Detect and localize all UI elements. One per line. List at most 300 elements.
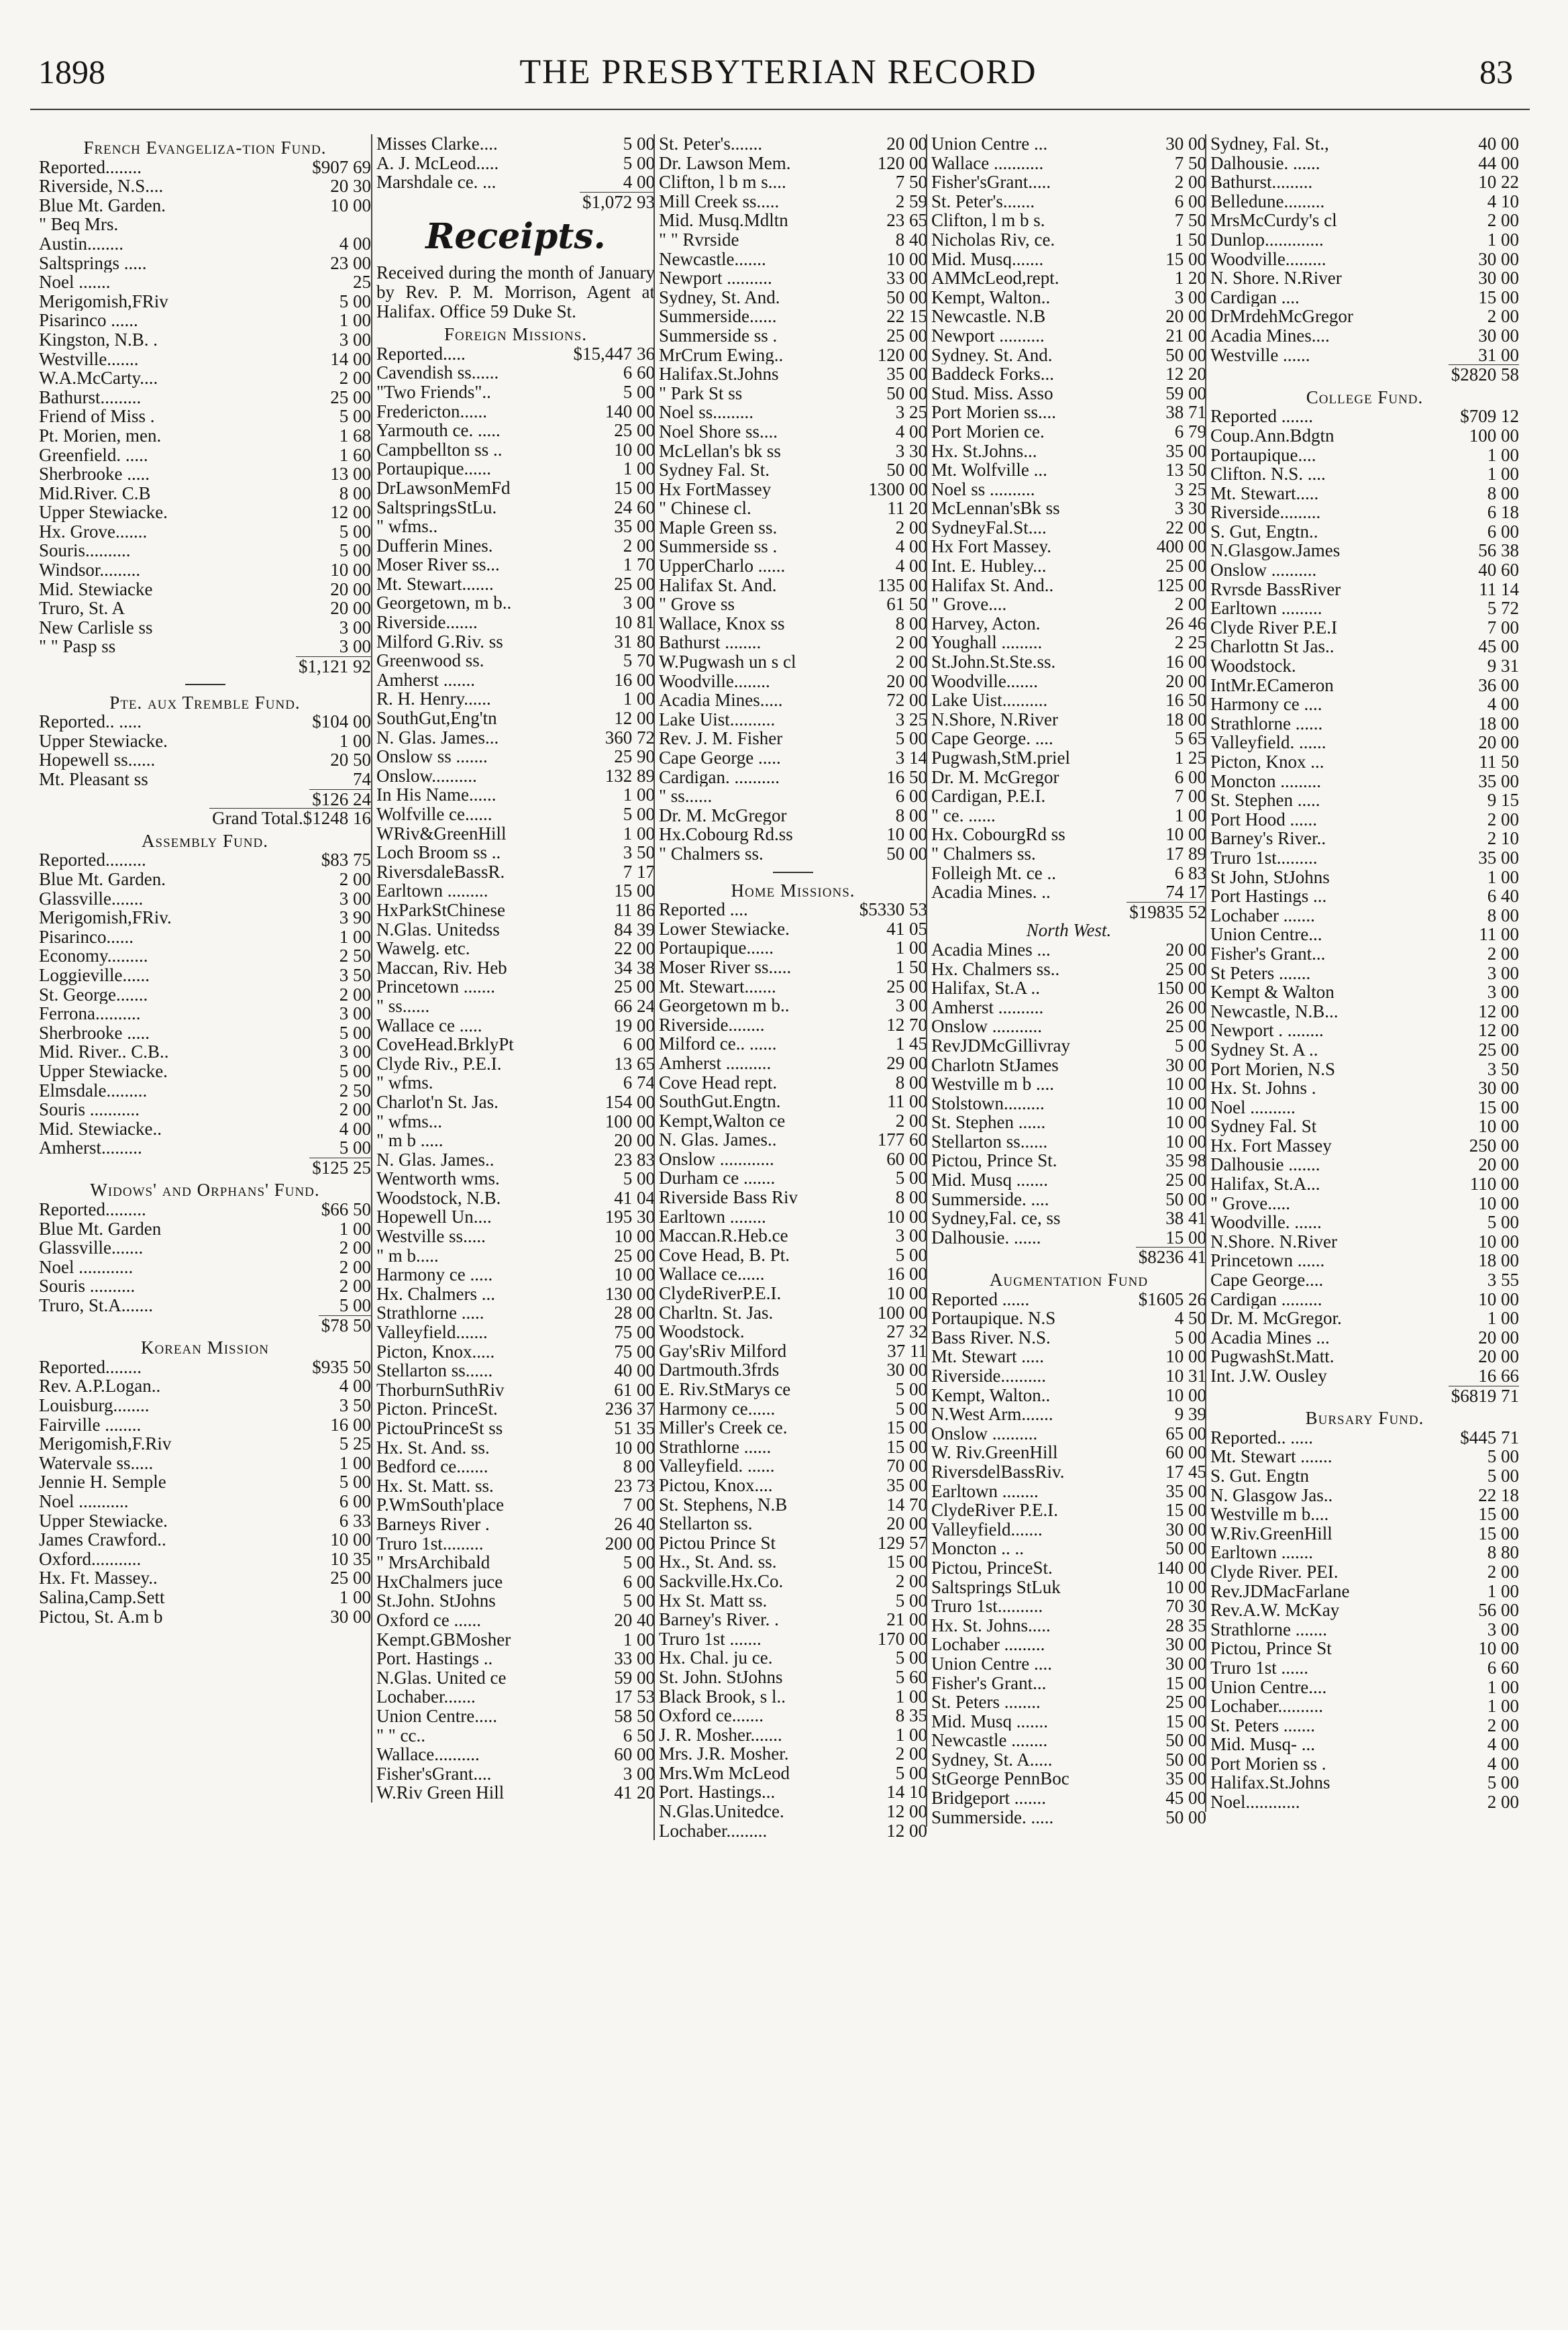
entry-name: S. Gut, Engtn..: [1210, 521, 1318, 542]
list-item: [39, 1219, 371, 1239]
entry-amount: 50 00: [1165, 1807, 1206, 1827]
entry-amount: 3 00: [623, 593, 655, 613]
entry-name: Rev.JDMacFarlane: [1210, 1581, 1350, 1601]
entry-name: Port. Hastings...: [659, 1782, 776, 1803]
entry-name: Charlot'n St. Jas.: [376, 1092, 499, 1112]
entry-amount: 25 00: [1165, 958, 1206, 979]
list-item: [39, 1042, 371, 1062]
entry-amount: 8 80: [1487, 1542, 1519, 1563]
entry-amount: 70 00: [886, 1456, 927, 1476]
list-item: [39, 599, 371, 618]
list-item: [39, 484, 371, 503]
entry-name: Onslow..........: [376, 766, 477, 786]
list-item: [1210, 1060, 1519, 1079]
entry-name: Reported........: [39, 1357, 142, 1377]
entry-name: Harmony ce......: [659, 1399, 776, 1419]
list-item: [659, 1706, 927, 1725]
entry-amount: 6 50: [623, 1725, 655, 1745]
entry-amount: 6 40: [1487, 886, 1519, 907]
entry-amount: 5 00: [895, 728, 927, 749]
entry-name: Pictou, St. A.m b: [39, 1607, 163, 1627]
entry-amount: 60 00: [1165, 1442, 1206, 1463]
entry-amount: 35 00: [1165, 440, 1206, 461]
entry-name: Cape George .....: [659, 748, 781, 768]
list-item: [1210, 560, 1519, 580]
list-item: [659, 1130, 927, 1150]
list-item: [376, 517, 655, 536]
entry-amount: 1 00: [1174, 805, 1206, 825]
entry-name: Yarmouth ce. .....: [376, 421, 501, 440]
list-item: [931, 1228, 1206, 1248]
entry-amount: 35 00: [886, 1474, 927, 1495]
entry-amount: 8 00: [895, 613, 927, 634]
list-item: [1210, 810, 1519, 829]
entry-amount: 10 00: [330, 1529, 371, 1550]
entry-amount: 135 00: [877, 574, 927, 595]
entry-amount: 61 50: [886, 594, 927, 615]
entry-amount: 2 00: [895, 1110, 927, 1131]
list-item: [931, 960, 1206, 979]
entry-name: R. H. Henry......: [376, 689, 491, 709]
entry-amount: 4 00: [623, 172, 655, 193]
entry-amount: 125 00: [1156, 574, 1206, 595]
entry-name: W.Riv Green Hill: [376, 1783, 505, 1803]
list-item: [1210, 446, 1519, 465]
list-item: [659, 172, 927, 192]
entry-name: Barneys River .: [376, 1514, 490, 1534]
entry-name: MrCrum Ewing..: [659, 345, 784, 365]
entry-name: Watervale ss.....: [39, 1453, 154, 1473]
entry-name: Hx FortMassey: [659, 479, 772, 499]
entry-amount: 59 00: [1165, 383, 1206, 403]
entry-name: Austin........: [39, 234, 124, 254]
entry-name: DrLawsonMemFd: [376, 478, 511, 498]
entry-name: Mt. Stewart.....: [1210, 483, 1319, 503]
list-item: [931, 825, 1206, 844]
entry-amount: 5 72: [1487, 598, 1519, 619]
entry-amount: 17 45: [1165, 1461, 1206, 1482]
entry-amount: 10 00: [614, 439, 655, 460]
entry-amount: 30 00: [1478, 248, 1519, 269]
entry-name: Wentworth wms.: [376, 1169, 500, 1188]
list-item: [1210, 1716, 1519, 1735]
divider: [185, 684, 225, 685]
entry-name: Princetown ......: [1210, 1251, 1325, 1271]
entry-amount: 3 50: [623, 842, 655, 863]
entry-name: Noel Shore ss....: [659, 421, 778, 442]
list-item: [659, 1591, 927, 1611]
entry-amount: 1 00: [623, 689, 655, 709]
entry-amount: 40 00: [614, 1360, 655, 1381]
list-item: [376, 1572, 655, 1592]
entry-name: N.Glasgow.James: [1210, 541, 1341, 561]
list-item: [1210, 346, 1519, 365]
entry-name: J. R. Mosher.......: [659, 1725, 782, 1745]
list-item: [931, 806, 1206, 825]
entry-amount: 33 00: [614, 1648, 655, 1669]
list-item: [1210, 1290, 1519, 1309]
list-item: [659, 518, 927, 538]
entry-name: Oxford ce ......: [376, 1610, 481, 1630]
entry-amount: 20 00: [1478, 1346, 1519, 1367]
entry-amount: 2 00: [1487, 210, 1519, 231]
list-item: [931, 460, 1206, 480]
section-total: $125 25: [39, 1158, 371, 1177]
page-title: THE PRESBYTERIAN RECORD: [519, 53, 1037, 91]
entry-name: Newcastle.......: [659, 249, 766, 269]
entry-amount: 5 00: [895, 1168, 927, 1188]
entry-amount: 10 81: [614, 612, 655, 633]
entry-amount: 11 20: [887, 498, 927, 519]
entry-amount: 2 00: [1174, 594, 1206, 615]
list-item: [931, 768, 1206, 787]
entry-name: Picton, Knox.....: [376, 1341, 495, 1362]
entry-amount: 5 00: [339, 1022, 371, 1043]
entry-amount: 16 00: [330, 1414, 371, 1435]
entry-amount: 21 00: [1165, 325, 1206, 346]
entry-amount: 22 15: [886, 306, 927, 327]
entry-amount: 10 00: [1478, 1116, 1519, 1137]
entry-amount: 1 00: [339, 310, 371, 331]
list-item: [931, 748, 1206, 768]
entry-name: Lake Uist..........: [659, 709, 776, 729]
entry-name: Riverside..........: [931, 1366, 1046, 1386]
entry-name: Kempt,Walton ce: [659, 1111, 786, 1131]
entry-name: Kempt, Walton..: [931, 1385, 1051, 1405]
entry-name: Bathurst.........: [1210, 172, 1313, 192]
list-item: [39, 426, 371, 446]
list-item: [659, 1572, 927, 1591]
entry-amount: 5 00: [1174, 1327, 1206, 1348]
entry-name: Upper Stewiacke.: [39, 503, 168, 522]
entry-name: Lochaber .........: [931, 1635, 1045, 1654]
list-item: [1210, 172, 1519, 192]
entry-name: Mid. Musq- ...: [1210, 1735, 1316, 1754]
entry-amount: 200 00: [605, 1533, 655, 1554]
list-item: [39, 1062, 371, 1081]
entry-amount: 8 40: [895, 229, 927, 250]
entry-name: Newcastle, N.B...: [1210, 1001, 1339, 1021]
entry-name: Westville m b....: [1210, 1505, 1329, 1524]
section-total: $1,121 92: [39, 656, 371, 676]
entry-name: Truro 1st.........: [376, 1533, 484, 1554]
list-item: [39, 522, 371, 542]
list-item: [931, 1113, 1206, 1132]
entry-amount: 4 50: [1174, 1308, 1206, 1329]
list-item: [1210, 1754, 1519, 1774]
entry-amount: 25 00: [614, 573, 655, 594]
list-item: [1210, 1270, 1519, 1290]
list-item: [1210, 1347, 1519, 1366]
entry-name: Cape George. ....: [931, 729, 1053, 748]
list-item: [931, 1151, 1206, 1170]
list-item: [931, 1674, 1206, 1693]
entry-name: St.John. StJohns: [376, 1591, 496, 1611]
entry-name: Bathurst ........: [659, 633, 762, 653]
list-item: [931, 1036, 1206, 1056]
entry-amount: 15 00: [614, 880, 655, 901]
entry-amount: 20 00: [614, 1130, 655, 1151]
list-item: [376, 613, 655, 632]
entry-amount: 2 00: [895, 632, 927, 653]
list-item: [1210, 906, 1519, 925]
entry-name: St.John.St.Ste.ss.: [931, 652, 1056, 672]
entry-name: Fisher's Grant...: [931, 1673, 1047, 1693]
entry-amount: 30 00: [1165, 134, 1206, 154]
list-item: [1210, 1309, 1519, 1328]
entry-name: St. Peter's.......: [931, 191, 1035, 211]
entry-amount: 50 00: [886, 287, 927, 307]
entry-name: Riverside.........: [1210, 503, 1321, 522]
entry-name: W.Riv.GreenHill: [1210, 1523, 1332, 1543]
list-item: [376, 997, 655, 1016]
entry-name: CoveHead.BrklyPt: [376, 1035, 514, 1054]
entry-amount: 1 00: [895, 1724, 927, 1745]
entry-name: Riverside.......: [376, 613, 478, 632]
entry-amount: 1 20: [1174, 268, 1206, 289]
entry-amount: 5 00: [339, 1472, 371, 1492]
list-item: [376, 1649, 655, 1668]
entry-amount: 15 00: [886, 1552, 927, 1572]
entry-amount: 10 31: [1165, 1366, 1206, 1386]
entry-name: Mid.River. C.B: [39, 483, 151, 503]
list-item: [659, 211, 927, 230]
entry-amount: 20 00: [1478, 1154, 1519, 1175]
list-item: [931, 1328, 1206, 1348]
list-item: [376, 1630, 655, 1650]
entry-name: N.Glas.Unitedce.: [659, 1802, 784, 1821]
list-item: [659, 384, 927, 403]
entry-amount: 51 35: [614, 1418, 655, 1438]
entry-amount: 2 00: [339, 1099, 371, 1120]
entry-name: IntMr.ECameron: [1210, 675, 1334, 695]
list-item: [376, 1534, 655, 1554]
entry-amount: 35 00: [1478, 770, 1519, 791]
entry-amount: 50 00: [886, 843, 927, 864]
entry-amount: 25 00: [614, 1245, 655, 1266]
entry-amount: 2 00: [895, 652, 927, 672]
entry-name: Charlottn St Jas..: [1210, 637, 1335, 657]
entry-name: Glassville.......: [39, 1238, 144, 1258]
entry-amount: 3 25: [895, 402, 927, 423]
entry-amount: 16 00: [1165, 652, 1206, 672]
list-item: [376, 1188, 655, 1208]
list-item: [1210, 1696, 1519, 1716]
entry-name: Cape George....: [1210, 1270, 1324, 1290]
entry-amount: 3 25: [1174, 478, 1206, 499]
entry-name: Portaupique. N.S: [931, 1309, 1056, 1328]
entry-name: Hx.Cobourg Rd.ss: [659, 825, 793, 844]
entry-amount: 1 00: [1487, 444, 1519, 465]
entry-amount: 1 68: [339, 425, 371, 446]
entry-name: Union Centre ...: [931, 134, 1048, 154]
entry-name: S. Gut. Engtn: [1210, 1466, 1310, 1486]
list-item: [659, 268, 927, 288]
entry-amount: 31 00: [1478, 344, 1519, 365]
list-item: [659, 1725, 927, 1745]
entry-name: Greenwood ss.: [376, 651, 484, 670]
list-item: [376, 1207, 655, 1227]
entry-amount: 15 00: [614, 477, 655, 498]
entry-amount: 1 00: [1487, 229, 1519, 250]
list-item: [376, 536, 655, 556]
entry-amount: 2 00: [1174, 172, 1206, 193]
list-item: [931, 480, 1206, 499]
entry-name: A. J. McLeod.....: [376, 153, 499, 173]
entry-name: Acadia Mines....: [1210, 325, 1330, 346]
entry-name: Wallace ce......: [659, 1264, 765, 1284]
entry-amount: 11 50: [1479, 752, 1519, 772]
entry-name: Int. J.W. Ousley: [1210, 1366, 1327, 1386]
list-item: [39, 388, 371, 407]
list-item: [1210, 1213, 1519, 1232]
list-item: [659, 958, 927, 977]
entry-name: Clifton, l b m s....: [659, 172, 786, 192]
list-item: [376, 1016, 655, 1035]
entry-name: MrsMcCurdy's cl: [1210, 211, 1337, 230]
entry-name: Truro 1st..........: [931, 1597, 1043, 1616]
entry-amount: 13 00: [330, 464, 371, 485]
list-item: [931, 691, 1206, 710]
list-item: [931, 652, 1206, 672]
entry-name: HxParkStChinese: [376, 900, 505, 920]
entry-amount: 6 00: [895, 786, 927, 807]
list-item: [376, 670, 655, 690]
list-item: [659, 192, 927, 211]
list-item: [659, 1629, 927, 1649]
entry-amount: 50 00: [1165, 1730, 1206, 1751]
entry-name: Harmony ce ....: [1210, 695, 1322, 714]
entry-amount: 74 17: [1165, 882, 1206, 903]
entry-amount: 3 25: [895, 709, 927, 729]
entry-amount: 33 00: [886, 268, 927, 289]
list-item: [1210, 288, 1519, 307]
entry-amount: 37 11: [887, 1340, 927, 1361]
list-item: [659, 364, 927, 384]
entry-name: Truro 1st .......: [659, 1629, 762, 1649]
entry-amount: 5 00: [339, 1295, 371, 1316]
entry-amount: 3 00: [339, 636, 371, 657]
list-item: [931, 614, 1206, 634]
list-item: [931, 1170, 1206, 1190]
list-item: [376, 1687, 655, 1707]
entry-name: New Carlisle ss: [39, 617, 153, 638]
entry-amount: 6 00: [623, 1034, 655, 1055]
entry-name: N.Glas. Unitedss: [376, 919, 500, 940]
list-item: [376, 555, 655, 574]
entry-name: " m b.....: [376, 1246, 439, 1266]
entry-name: N. Shore. N.River: [1210, 268, 1342, 288]
entry-amount: 1 70: [623, 554, 655, 575]
entry-name: Lochaber.........: [659, 1821, 768, 1841]
entry-amount: 72 00: [886, 690, 927, 711]
entry-name: Clyde Riv., P.E.I.: [376, 1054, 502, 1074]
entry-amount: 4 00: [339, 1118, 371, 1139]
entry-name: Baddeck Forks...: [931, 364, 1054, 384]
list-item: [659, 1456, 927, 1476]
entry-name: SouthGut,Eng'tn: [376, 709, 497, 728]
list-item: [931, 1539, 1206, 1558]
list-item: [931, 576, 1206, 595]
entry-amount: 10 00: [330, 195, 371, 215]
list-item: [1210, 599, 1519, 618]
entry-name: Noel ...........: [39, 1491, 129, 1511]
entry-name: Greenfield. .....: [39, 445, 148, 465]
entry-amount: 140 00: [1156, 1557, 1206, 1578]
entry-name: Salina,Camp.Sett: [39, 1587, 165, 1607]
entry-name: Mid. Musq .......: [931, 1170, 1049, 1190]
list-item: [376, 498, 655, 517]
entry-name: UpperCharlo ......: [659, 556, 786, 576]
section-total: $78 50: [39, 1315, 371, 1335]
entry-amount: 4 00: [895, 536, 927, 557]
entry-name: Maccan.R.Heb.ce: [659, 1226, 788, 1246]
list-item: [659, 1246, 927, 1265]
entry-amount: 1 00: [1487, 1676, 1519, 1697]
entry-name: Belledune.........: [1210, 191, 1325, 211]
list-item: [376, 689, 655, 709]
entry-name: Halifax, St.A...: [1210, 1174, 1320, 1194]
column-3: [654, 134, 927, 1840]
entry-amount: 10 00: [886, 1206, 927, 1227]
list-item: [931, 1692, 1206, 1712]
entry-name: Fisher's Grant...: [1210, 944, 1326, 964]
section-title: Widows' and Orphans' Fund.: [90, 1180, 320, 1201]
entry-amount: 9 15: [1487, 790, 1519, 811]
section-title: Augmentation Fund: [989, 1270, 1149, 1290]
list-item: [659, 729, 927, 748]
entry-amount: 4 10: [1487, 191, 1519, 211]
entry-name: Riverside Bass Riv: [659, 1188, 798, 1207]
entry-name: Sydney Fal. St: [1210, 1117, 1317, 1136]
entry-amount: $83 75: [321, 850, 371, 870]
list-item: [659, 748, 927, 768]
entry-amount: 9 31: [1487, 656, 1519, 676]
list-item: [931, 940, 1206, 960]
entry-amount: 1 00: [339, 1452, 371, 1473]
entry-amount: 5 00: [339, 521, 371, 542]
list: [659, 900, 927, 1840]
entry-amount: 3 00: [1487, 982, 1519, 1003]
entry-name: E. Riv.StMarys ce: [659, 1380, 791, 1399]
entry-amount: 50 00: [1165, 1538, 1206, 1559]
list-item: [931, 537, 1206, 556]
entry-name: St. Peters .......: [1210, 1715, 1316, 1735]
list-item: [1210, 714, 1519, 733]
list-item: [376, 1246, 655, 1266]
entry-name: Cardigan ....: [1210, 287, 1300, 307]
entry-name: Cardigan .........: [1210, 1289, 1322, 1309]
entry-amount: 60 00: [886, 1148, 927, 1169]
entry-name: Dr. M. McGregor.: [1210, 1309, 1342, 1328]
list-item: [1210, 484, 1519, 503]
entry-amount: 2 00: [895, 1570, 927, 1591]
list: [1210, 1428, 1519, 1812]
entry-amount: 20 00: [1165, 670, 1206, 691]
entry-amount: 120 00: [877, 152, 927, 173]
entry-name: Friend of Miss .: [39, 407, 155, 426]
entry-name: Noel ss.........: [659, 403, 753, 422]
entry-amount: 7 50: [1174, 152, 1206, 173]
entry-name: Upper Stewiacke.: [39, 1061, 168, 1081]
entry-name: Oxford ce.......: [659, 1706, 764, 1725]
list-item: [931, 1501, 1206, 1520]
entry-name: Portaupique....: [1210, 445, 1316, 465]
entry-name: Hx. Fort Massey: [1210, 1135, 1332, 1156]
entry-name: Hx. Ft. Massey..: [39, 1568, 158, 1588]
entry-name: Bass River. N.S.: [931, 1327, 1051, 1348]
entry-name: N. Glas. James...: [376, 727, 499, 748]
